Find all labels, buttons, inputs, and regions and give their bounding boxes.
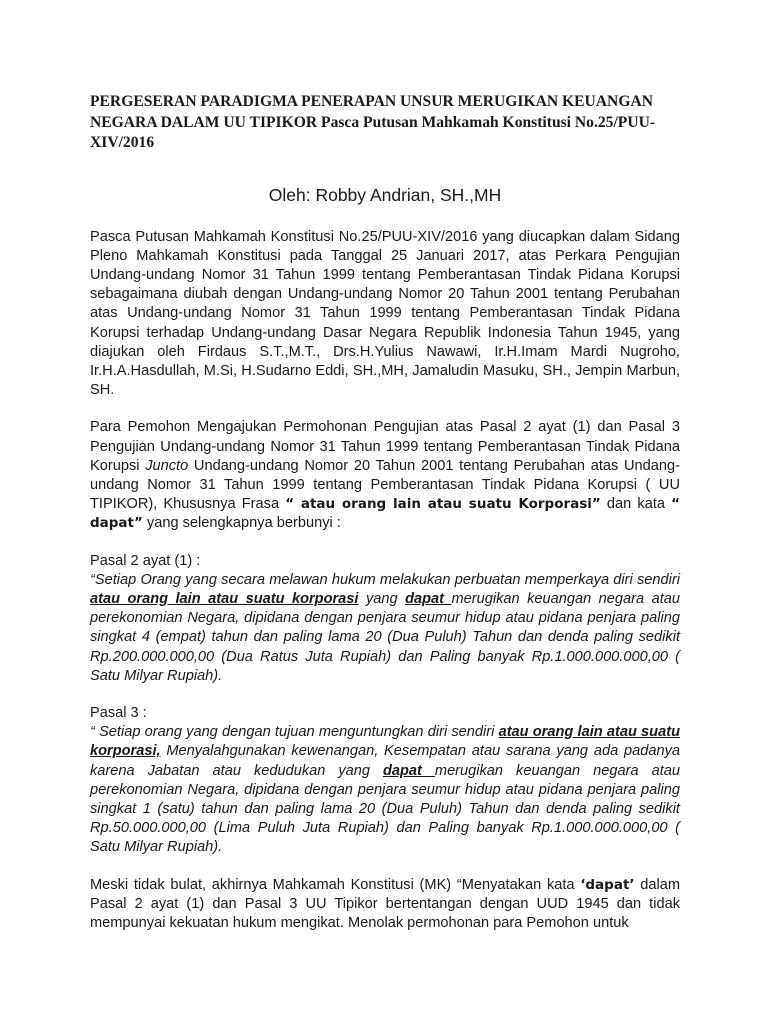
petition-text-4: yang selengkapnya berbunyi : — [142, 515, 341, 532]
pasal3-text-2: Menyalahgunakan kewenangan, Kesempatan atau sarana yang ada padanya karena Jabatan atau kedudukan yang — [90, 743, 680, 779]
ruling-text-2: dalam Pasal 2 ayat (1) dan Pasal 3 UU Tipikor bertentangan dengan UUD 1945 dan tidak mempunyai kekuatan hukum mengikat. Menolak permohonan para Pemohon untuk — [90, 876, 680, 931]
ruling-text-1: Meski tidak bulat, akhirnya Mahkamah Konstitusi (MK) “Menyatakan kata — [90, 876, 581, 893]
pasal2-text-2: yang — [358, 590, 406, 607]
petition-text-2: Undang-undang Nomor 20 Tahun 2001 tentang Perubahan atas Undang-undang Nomor 31 Tahun 1999 tentang Pemberantasan Tindak Pidana Korupsi ( UU TIPIKOR), Khususnya Frasa — [90, 457, 680, 513]
pasal3-text-3: merugikan keuangan negara atau perekonomian Negara, dipidana dengan penjara seumur hidup atau pidana penjara paling singkat 1 (satu) tahun dan paling lama 20 (Dua Puluh) Tahun dan denda paling sedikit Rp.50.000.000,00 (Lima Puluh Juta Rupiah) dan Paling banyak Rp.1.000.000.000,00 ( Satu Milyar Rupiah). — [90, 762, 680, 856]
document-page — [90, 92, 680, 951]
petition-text-1: Para Pemohon Mengajukan Permohonan Pengujian atas Pasal 2 ayat (1) dan Pasal 3 Pengujian Undang-undang Nomor 31 Tahun 1999 tentang Pemberantasan Tindak Pidana Korupsi — [90, 419, 680, 474]
pasal2-label: Pasal 2 ayat (1) : — [90, 552, 201, 569]
paragraph-ruling — [90, 876, 680, 934]
author-line: Oleh: Robby Andrian, SH.,MH — [268, 184, 502, 205]
pasal2-text-3: merugikan keuangan negara atau perekonomian Negara, dipidana dengan penjara seumur hidup atau pidana penjara paling singkat 4 (empat) tahun dan paling lama 20 (Dua Puluh) Tahun dan denda paling sedikit Rp.200.000.000,00 (Dua Ratus Juta Rupiah) dan Paling banyak Rp.1.000.000.000,00 ( Satu Milyar Rupiah). — [90, 590, 680, 684]
pasal2-underline-dapat: dapat — [405, 590, 452, 607]
pasal2-text-1: “Setiap Orang yang secara melawan hukum melakukan perbuatan memperkaya diri sendiri — [90, 571, 680, 588]
juncto-term: Juncto — [145, 457, 189, 474]
pasal3-underline-dapat: dapat — [382, 762, 435, 779]
pasal3-quote — [90, 723, 680, 857]
kata-dapat: “ dapat” — [90, 496, 680, 532]
frasa-phrase: “ atau orang lain atau suatu Korporasi” — [285, 496, 601, 513]
petition-text-3: dan kata — [600, 496, 672, 513]
document-title — [90, 92, 680, 154]
ruling-dapat: ‘dapat’ — [580, 876, 635, 893]
title-main: PERGESERAN PARADIGMA PENERAPAN UNSUR MERUGIKAN KEUANGAN NEGARA DALAM UU TIPIKOR — [90, 93, 653, 131]
pasal3-text-1: “ Setiap orang yang dengan tujuan menguntungkan diri sendiri — [90, 724, 499, 741]
pasal3-label: Pasal 3 : — [90, 704, 147, 721]
pasal2-underline-korporasi: atau orang lain atau suatu korporasi — [90, 590, 359, 607]
paragraph-petition — [90, 418, 680, 533]
paragraph-intro: Pasca Putusan Mahkamah Konstitusi No.25/PUU-XIV/2016 yang diucapkan dalam Sidang Pleno Mahkamah Konstitusi pada Tanggal 25 Januari 2017, atas Perkara Pengujian Undang-undang Nomor 31 Tahun 1999 tentang Pemberantasan Tindak Pidana Korupsi sebagaimana diubah dengan Undang-undang Nomor 20 Tahun 2001 tentang Perubahan atas Undang-undang Nomor 31 Tahun 1999 tentang Pemberantasan Tindak Pidana Korupsi terhadap Undang-undang Dasar Negara Republik Indonesia Tahun 1945, yang diajukan oleh Firdaus S.T.,M.T., Drs.H.Yulius Nawawi, Ir.H.Imam Mardi Nugroho, Ir.H.A.Hasdullah, M.Si, H.Sudarno Eddi, SH.,MH, Jamaludin Masuku, SH., Jempin Marbun, SH. — [90, 228, 680, 399]
title-subtitle: Pasca Putusan Mahkamah Konstitusi No.25/PUU-XIV/2016 — [90, 113, 656, 151]
pasal3-underline-korporasi: atau orang lain atau suatu korporasi, — [90, 724, 680, 760]
pasal2-quote — [90, 571, 680, 686]
